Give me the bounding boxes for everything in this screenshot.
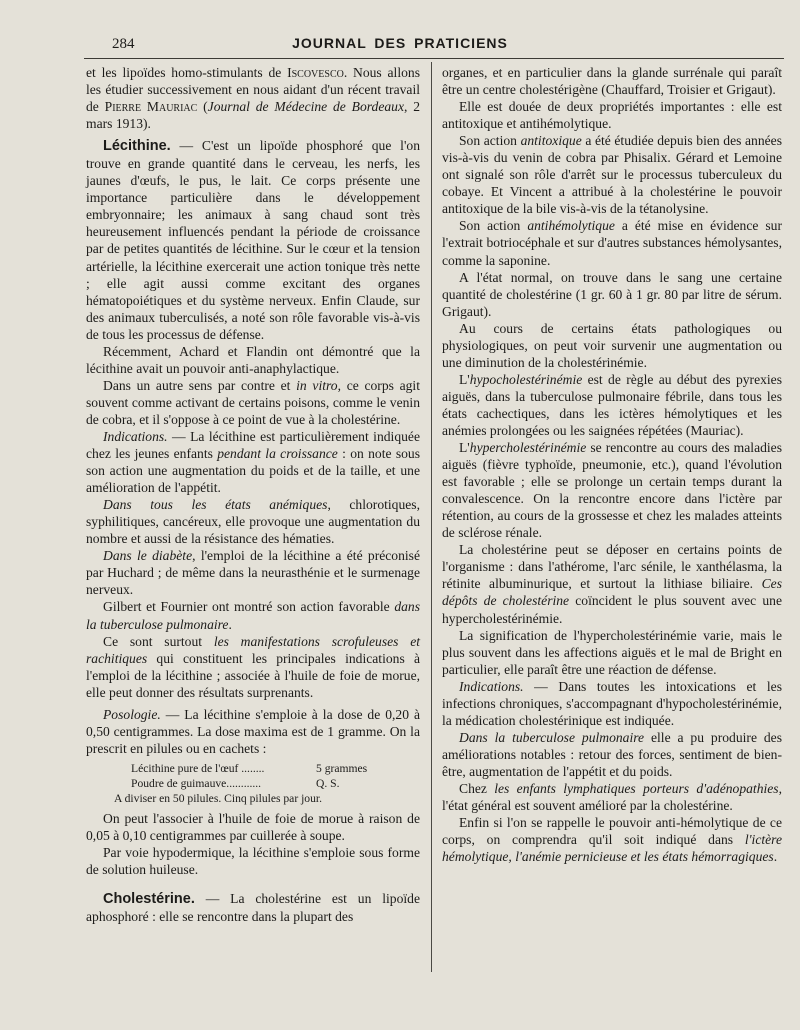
paragraph: Elle est douée de deux propriétés importantes : elle est antitoxique et antihémolytique.: [442, 99, 782, 132]
paragraph: Dans le diabète, l'emploi de la lécithine a été préconisé par Huchard ; de même dans la neurasthénie et le surmenage nerveux.: [86, 548, 420, 598]
paragraph: L'hypercholestérinémie se rencontre au cours des maladies aiguës (fièvre typhoïde, pneumonie, etc.), quand l'évolution est favorable ; elle se prolonge un certain temps durant la convalescence. On la rencontre encore dans l'ictère par rétention, au cours de la grossesse et chez les malades atteints de sclérose rénale.: [442, 440, 782, 541]
paragraph: organes, et en particulier dans la glande surrénale qui paraît être un centre cholestérigène (Chauffard, Troisier et Grigaut).: [442, 65, 782, 98]
indications-label: Indications.: [459, 678, 524, 694]
paragraph: et les lipoïdes homo-stimulants de Iscovesco. Nous allons les étudier successivement en nous aidant d'un récent travail de Pierre Mauriac (Journal de Médecine de Bordeaux, 2 mars 1913).: [86, 65, 420, 132]
lecithine-section: Lécithine. — C'est un lipoïde phosphoré que l'on trouve en grande quantité dans le cerveau, les nerfs, les jaunes d'œufs, le pus, le lait. Ce corps présente une importance particulière dans le développement embryonnaire; les animaux à sang chaud sont très heureusement influencés pendant la période de croissance par de petites quantités de lécithine. Sur le cœur et la tension artérielle, la lécithine exercerait une action tonique très nette ; elle agit aussi comme excitant des organes hématopoiétiques et du système nerveux. Enfin Claude, sur des animaux tuberculisés, a noté son rôle favorable vis-à-vis de tous les processus de défense.: [86, 138, 420, 342]
paragraph: A l'état normal, on trouve dans le sang une certaine quantité de cholestérine (1 gr. 60 à 1 gr. 80 par litre de sérum. Grigaut).: [442, 269, 782, 319]
paragraph: Dans la tuberculose pulmonaire elle a pu produire des améliorations notables : retour des forces, sentiment de bien-être, augmentation de l'appétit et du poids.: [442, 729, 783, 779]
paragraph: L'hypocholestérinémie est de règle au début des pyrexies aiguës, dans la tuberculose pulmonaire fébrile, dans tous les états cachectiques, dans les ictères hémolytiques et les anémies prolongées ou les saignées répétées (Mauriac).: [442, 371, 782, 438]
paragraph: Dans tous les états anémiques, chlorotiques, syphilitiques, cancéreux, elle provoque une augmentation du nombre et aussi de la résistance des hématies.: [86, 497, 420, 547]
paragraph: Ce sont surtout les manifestations scrofuleuses et rachitiques qui constituent les principales indications à l'emploi de la lécithine ; associée à l'huile de foie de morue, elle peut donner des résultats surprenants.: [86, 633, 421, 700]
paragraph: Son action antitoxique a été étudiée depuis bien des années vis-à-vis du venin de cobra par Phisalix. Gérard et Lemoine ont signalé son rôle d'arrêt sur le processus tuberculeux du cobaye. Et Vincent a attribué à la cholestérine le pouvoir antitoxique de la bile vis-à-vis de la tétanolysine.: [442, 133, 782, 217]
paragraph: Récemment, Achard et Flandin ont démontré que la lécithine avait un pouvoir anti-anaphylactique.: [86, 343, 420, 376]
indications-label: Indications.: [103, 428, 168, 444]
paragraph: Enfin si l'on se rappelle le pouvoir anti-hémolytique de ce corps, on comprendra qu'il soit indiqué dans l'ictère hémolytique, l'anémie pernicieuse et les états hémorragiques.: [442, 815, 782, 865]
prescription-line: Poudre de guimauve............ Q. S.: [131, 776, 340, 790]
left-column: [86, 64, 420, 925]
posologie-paragraph: Posologie. — La lécithine s'emploie à la dose de 0,20 à 0,50 centigrammes. La dose maxima est de 1 gramme. On la prescrit en pilules ou en cachets :: [86, 706, 420, 756]
page-header: [0, 28, 800, 58]
posologie-label: Posologie.: [103, 706, 161, 722]
prescription-line: Lécithine pure de l'œuf ........ 5 grammes: [131, 761, 368, 775]
paragraph: Par voie hypodermique, la lécithine s'emploie sous forme de solution huileuse.: [86, 844, 420, 878]
paragraph: Gilbert et Fournier ont montré son action favorable dans la tuberculose pulmonaire.: [86, 599, 420, 632]
paragraph: La signification de l'hypercholestérinémie varie, mais le plus souvent dans les affections aiguës et le mal de Bright en particulier, elle paraît être une réaction de défense.: [442, 627, 782, 677]
section-heading-lecithine: Lécithine.: [103, 138, 171, 155]
right-column: [442, 64, 782, 865]
paragraph: On peut l'associer à l'huile de foie de morue à raison de 0,05 à 0,10 centigrammes par cuillerée à soupe.: [86, 810, 420, 843]
column-divider: [431, 62, 432, 972]
paragraph: Chez les enfants lymphatiques porteurs d'adénopathies, l'état général est souvent amélioré par la cholestérine.: [442, 780, 782, 814]
paragraph: Au cours de certains états pathologiques ou physiologiques, on peut voir survenir une augmentation ou une diminution de la cholestérinémie.: [442, 320, 782, 370]
indications-paragraph: Indications. — La lécithine est particulièrement indiquée chez les jeunes enfants pendant la croissance : on note sous son action une augmentation du poids et de la taille, et une amélioration de l'appétit.: [86, 428, 420, 496]
prescription-note: A diviser en 50 pilules. Cinq pilules par jour.: [114, 791, 323, 805]
paragraph: Son action antihémolytique a été mise en évidence sur l'extrait botriocéphale et sur d'autres substances hémolysantes, comme la saponine.: [442, 218, 782, 268]
paragraph: La cholestérine peut se déposer en certains points de l'organisme : dans l'athérome, l'arc sénile, le xanthélasma, la rétinite albuminurique, et surtout la lithiase biliaire. Ces dépôts de cholestérine coïncident le plus souvent avec une hypercholestérinémie.: [442, 542, 782, 626]
cholesterine-section: Cholestérine. — La cholestérine est un lipoïde aphosphoré : elle se rencontre dans la plupart des: [86, 891, 420, 925]
paragraph: Dans un autre sens par contre et in vitro, ce corps agit souvent comme activant de certains poisons, comme le venin de cobra, et il s'oppose à ce point de vue à la cholestérine.: [86, 377, 420, 427]
prescription: [86, 761, 420, 806]
section-heading-cholesterine: Cholestérine.: [103, 891, 195, 908]
header-rule: [84, 58, 784, 59]
journal-title: JOURNAL DES PRATICIENS: [292, 35, 508, 51]
page-number: 284: [112, 36, 135, 52]
indications-paragraph: Indications. — Dans toutes les intoxications et les infections chroniques, s'accompagnant d'hypocholestérinémie, la médication cholestérinique est indiquée.: [442, 678, 782, 728]
